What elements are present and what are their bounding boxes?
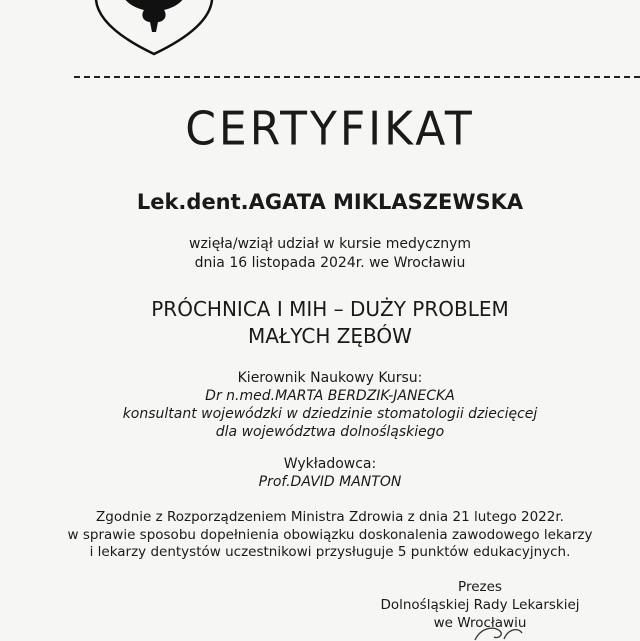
legal-line: Zgodnie z Rozporządzeniem Ministra Zdrowia z dnia 21 lutego 2022r. xyxy=(96,509,564,525)
eagle-crest-logo xyxy=(92,0,217,56)
course-title xyxy=(0,296,640,350)
certificate-title: CERTYFIKAT xyxy=(185,102,475,157)
attendance-text xyxy=(0,235,640,273)
director-label: Kierownik Naukowy Kursu: xyxy=(237,370,423,386)
legal-line: w sprawie sposobu dopełnienia obowiązku doskonalenia zawodowego lekarzy xyxy=(67,526,593,543)
signature xyxy=(470,625,530,641)
legal-line: i lekarzy dentystów uczestnikowi przysługuje 5 punktów edukacyjnych. xyxy=(89,544,571,560)
course-title-line: PRÓCHNICA I MIH – DUŻY PROBLEM xyxy=(151,297,509,321)
signatory-title: Prezes xyxy=(458,579,502,595)
attendance-date-line: dnia 16 listopada 2024r. we Wrocławiu xyxy=(194,255,466,271)
director-name: Dr n.med.MARTA BERDZIK-JANECKA xyxy=(205,388,455,404)
director-role: konsultant wojewódzki w dziedzinie stomatologii dziecięcej xyxy=(122,406,538,422)
lecturer-name: Prof.DAVID MANTON xyxy=(258,474,402,490)
signatory-organization: Dolnośląskiej Rady Lekarskiej xyxy=(380,597,580,613)
scientific-director-block xyxy=(0,369,640,441)
signatory-block xyxy=(330,578,630,632)
attendance-line: wzięła/wziął udział w kursie medycznym xyxy=(189,236,471,252)
legal-notice xyxy=(0,509,640,562)
signatory-city: we Wrocławiu xyxy=(433,615,527,631)
divider-line xyxy=(74,76,640,78)
lecturer-block xyxy=(0,455,640,491)
lecturer-label: Wykładowca: xyxy=(283,456,377,472)
participant-name: Lek.dent.AGATA MIKLASZEWSKA xyxy=(136,190,524,214)
course-title-line: MAŁYCH ZĘBÓW xyxy=(248,324,412,348)
director-region: dla województwa dolnośląskiego xyxy=(215,424,445,440)
